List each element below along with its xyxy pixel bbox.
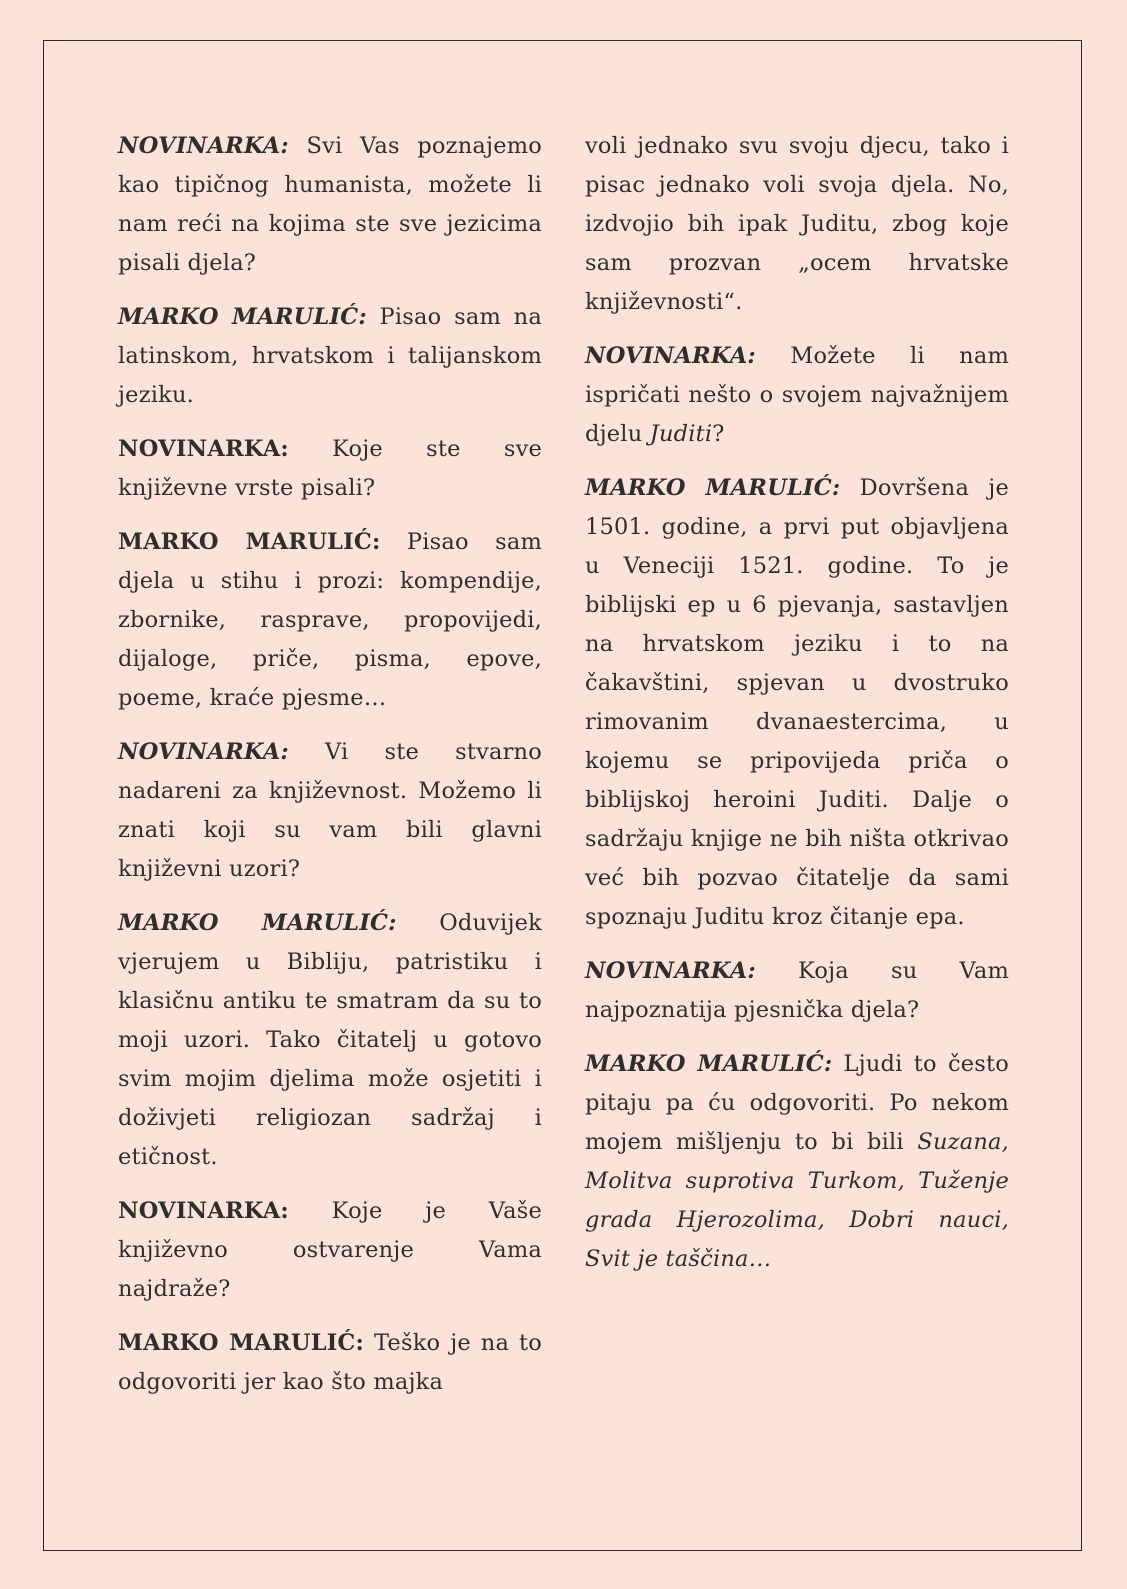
dialogue-text: Možete li nam ispričati nešto o svojem najvažnijem djelu bbox=[585, 343, 1009, 447]
dialogue-paragraph bbox=[585, 127, 1009, 322]
dialogue-text: Pisao sam djela u stihu i prozi: kompendije, zbornike, rasprave, propovijedi, dijaloge, priče, pisma, epove, poeme, kraće pjesme… bbox=[118, 529, 542, 711]
speaker-label: NOVINARKA: bbox=[118, 133, 289, 159]
dialogue-text: Dovršena je 1501. godine, a prvi put objavljena u Veneciji 1521. godine. To je biblijski ep u 6 pjevanja, sastavljen na hrvatskom jeziku i to na čakavštini, spjevan u dvostruko rimovanim dvanaestercima, u kojemu se pripovijeda priča o biblijskoj heroini Juditi. Dalje o sadržaju knjige ne bih ništa otkrivao već bih pozvao čitatelje da sami spoznaju Juditu kroz čitanje epa. bbox=[585, 475, 1009, 930]
speaker-label: NOVINARKA: bbox=[585, 343, 756, 369]
dialogue-text: Vi ste stvarno nadareni za književnost. Možemo li znati koji su vam bili glavni književni uzori? bbox=[118, 739, 542, 882]
speaker-label: NOVINARKA: bbox=[118, 1198, 289, 1224]
dialogue-paragraph bbox=[118, 1324, 542, 1402]
dialogue-text: voli jednako svu svoju djecu, tako i pisac jednako voli svoja djela. No, izdvojio bih ipak Juditu, zbog koje sam prozvan „ocem hrvatske književnosti“. bbox=[585, 133, 1009, 315]
dialogue-text: ? bbox=[712, 421, 725, 447]
speaker-label: NOVINARKA: bbox=[118, 739, 289, 765]
dialogue-text: Svi Vas poznajemo kao tipičnog humanista, možete li nam reći na kojima ste sve jezicima pisali djela? bbox=[118, 133, 542, 276]
dialogue-paragraph bbox=[585, 952, 1009, 1030]
dialogue-paragraph bbox=[118, 127, 542, 283]
dialogue-paragraph bbox=[118, 904, 542, 1177]
dialogue-text: Oduvijek vjerujem u Bibliju, patristiku i klasičnu antiku te smatram da su to moji uzori. Tako čitatelj u gotovo svim mojim djelima može osjetiti i doživjeti religiozan sadržaj i etičnost. bbox=[118, 910, 542, 1170]
right-column bbox=[585, 127, 1009, 1294]
dialogue-paragraph bbox=[118, 733, 542, 889]
speaker-label: MARKO MARULIĆ: bbox=[118, 910, 397, 936]
speaker-label: NOVINARKA: bbox=[585, 958, 756, 984]
dialogue-text: Pisao sam na latinskom, hrvatskom i talijanskom jeziku. bbox=[118, 304, 542, 408]
dialogue-text: Koje je Vaše književno ostvarenje Vama najdraže? bbox=[118, 1198, 542, 1302]
work-title: Juditi bbox=[649, 421, 713, 447]
speaker-label: NOVINARKA: bbox=[118, 436, 289, 462]
dialogue-text: Ljudi to često pitaju pa ću odgovoriti. Po nekom mojem mišljenju to bi bili bbox=[585, 1051, 1009, 1155]
dialogue-paragraph bbox=[118, 1192, 542, 1309]
speaker-label: MARKO MARULIĆ: bbox=[118, 1330, 365, 1356]
dialogue-paragraph bbox=[118, 298, 542, 415]
dialogue-paragraph bbox=[585, 337, 1009, 454]
dialogue-paragraph bbox=[118, 523, 542, 718]
speaker-label: MARKO MARULIĆ: bbox=[585, 1051, 833, 1077]
speaker-label: MARKO MARULIĆ: bbox=[118, 529, 381, 555]
speaker-label: MARKO MARULIĆ: bbox=[118, 304, 367, 330]
left-column bbox=[118, 127, 542, 1417]
dialogue-paragraph bbox=[585, 469, 1009, 937]
dialogue-text: Teško je na to odgovoriti jer kao što majka bbox=[118, 1330, 542, 1395]
dialogue-paragraph bbox=[118, 430, 542, 508]
dialogue-paragraph bbox=[585, 1045, 1009, 1279]
dialogue-text: Koja su Vam najpoznatija pjesnička djela? bbox=[585, 958, 1009, 1023]
dialogue-text: Koje ste sve književne vrste pisali? bbox=[118, 436, 542, 501]
speaker-label: MARKO MARULIĆ: bbox=[585, 475, 841, 501]
work-titles: Suzana, Molitva suprotiva Turkom, Tuženje grada Hjerozolima, Dobri nauci, Svit je taščina… bbox=[585, 1129, 1009, 1272]
